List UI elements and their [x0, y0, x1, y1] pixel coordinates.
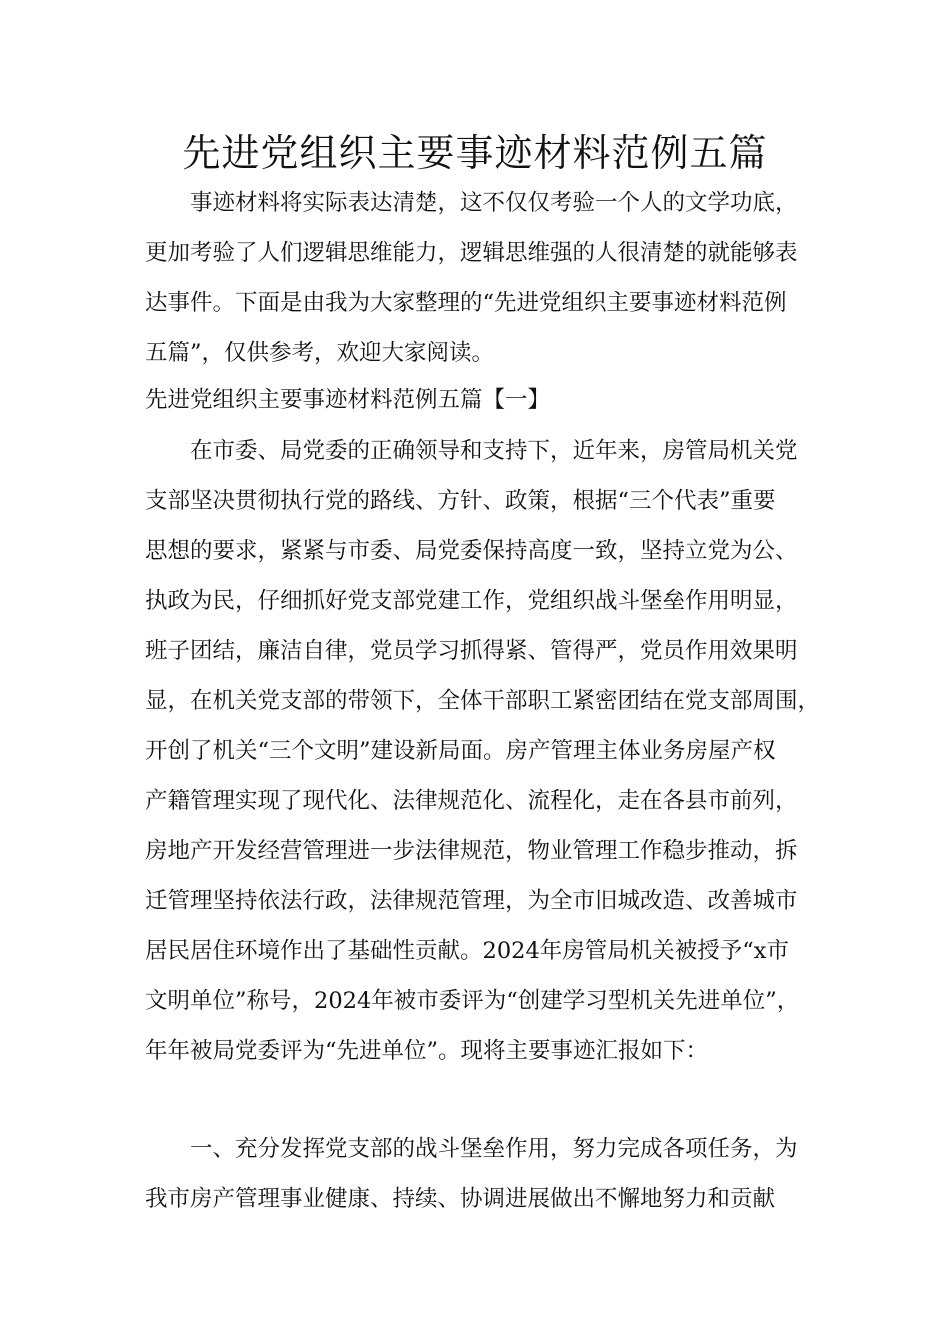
body-line-8: 产籍管理实现了现代化、法律规范化、流程化，走在各县市前列，	[145, 788, 798, 814]
body-line-3: 思想的要求，紧紧与市委、局党委保持高度一致，坚持立党为公、	[145, 538, 798, 564]
body-line-4: 执政为民，仔细抓好党支部党建工作，党组织战斗堡垒作用明显，	[145, 588, 798, 614]
intro-line-2: 更加考验了人们逻辑思维能力，逻辑思维强的人很清楚的就能够表	[145, 240, 798, 266]
body-line-2: 支部坚决贯彻执行党的路线、方针、政策，根据“三个代表”重要	[145, 488, 776, 514]
body-line-5: 班子团结，廉洁自律，党员学习抓得紧、管得严，党员作用效果明	[145, 638, 798, 664]
point-line-2: 我市房产管理事业健康、持续、协调进展做出不懈地努力和贡献	[145, 1186, 776, 1212]
intro-line-4: 五篇”，仅供参考，欢迎大家阅读。	[145, 340, 495, 366]
document-title: 先进党组织主要事迹材料范例五篇	[182, 131, 768, 175]
body-line-12: 文明单位”称号，2024年被市委评为“创建学习型机关先进单位”，	[145, 988, 800, 1014]
body-line-9: 房地产开发经营管理进一步法律规范，物业管理工作稳步推动，拆	[145, 838, 798, 864]
body-line-10: 迁管理坚持依法行政，法律规范管理，为全市旧城改造、改善城市	[145, 888, 798, 914]
intro-line-3: 达事件。下面是由我为大家整理的“先进党组织主要事迹材料范例	[145, 290, 787, 316]
body-line-11: 居民居住环境作出了基础性贡献。2024年房管局机关被授予“x市	[145, 938, 789, 964]
point-line-1: 一、充分发挥党支部的战斗堡垒作用，努力完成各项任务，为	[190, 1136, 798, 1162]
body-line-1: 在市委、局党委的正确领导和支持下，近年来，房管局机关党	[190, 438, 798, 464]
body-line-7: 开创了机关“三个文明”建设新局面。房产管理主体业务房屋产权	[145, 738, 776, 764]
section-heading: 先进党组织主要事迹材料范例五篇【一】	[145, 387, 551, 413]
intro-line-1: 事迹材料将实际表达清楚，这不仅仅考验一个人的文学功底，	[190, 190, 798, 216]
body-line-6: 显，在机关党支部的带领下，全体干部职工紧密团结在党支部周围，	[145, 688, 821, 714]
body-line-13: 年年被局党委评为“先进单位”。现将主要事迹汇报如下：	[145, 1038, 709, 1064]
